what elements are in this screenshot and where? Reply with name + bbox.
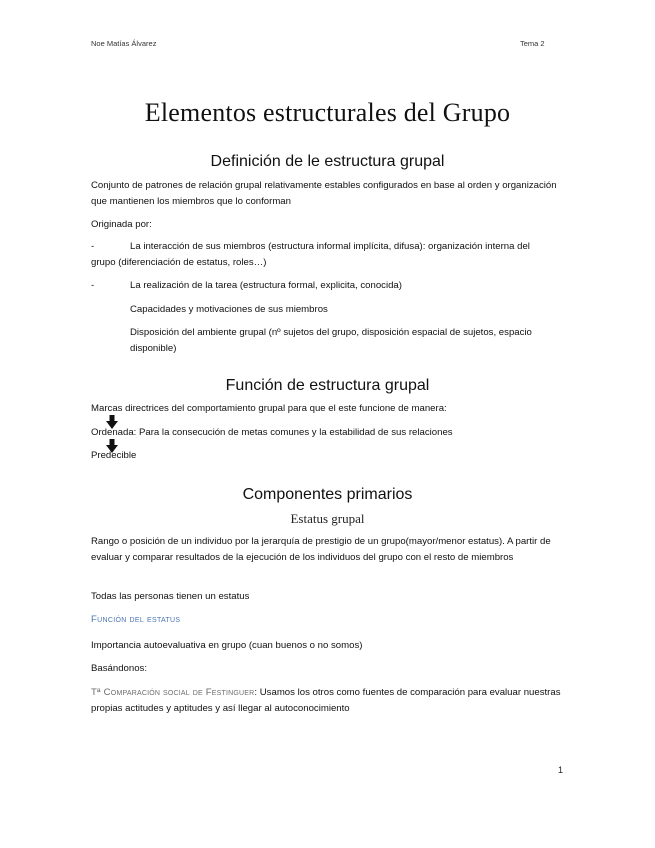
- section-heading-definition: Definición de le estructura grupal: [210, 153, 445, 170]
- function-line-directives: Marcas directrices del comportamiento grupal para que el este funcione de manera:: [91, 403, 447, 414]
- list-dash: -: [91, 280, 95, 291]
- list-dash: -: [91, 241, 95, 252]
- function-line-ordered: Ordenada: Para la consecución de metas comunes y la estabilidad de sus relaciones: [91, 427, 453, 438]
- festinger-theory-paragraph: [91, 685, 563, 717]
- page-title: Elementos estructurales del Grupo: [144, 98, 511, 127]
- list-item-task: La realización de la tarea (estructura formal, explicita, conocida): [130, 280, 402, 291]
- list-item-environment: Disposición del ambiente grupal (nº sujetos del grupo, disposición espacial de sujetos, espacio disponible): [130, 327, 532, 354]
- origin-label: Originada por:: [91, 219, 152, 230]
- list-item-interaction-continued: grupo (diferenciación de estatus, roles…): [91, 257, 267, 268]
- header-topic: Tema 2: [520, 39, 545, 48]
- festinger-theory-label: Tª Comparación social de Festinguer: [91, 687, 255, 698]
- based-on-label: Basándonos:: [91, 663, 148, 674]
- section-heading-components: Componentes primarios: [242, 486, 413, 503]
- festinger-theory-text: : Usamos los otros como fuentes de comparación para evaluar nuestras propias actitudes y aptitudes y así llegar al autoconocimiento: [91, 687, 561, 714]
- page-number: 1: [558, 765, 564, 775]
- section-heading-function: Función de estructura grupal: [225, 377, 430, 394]
- function-line-predictable: Predecible: [91, 450, 137, 461]
- list-item-interaction: La interacción de sus miembros (estructura informal implícita, difusa): organización interna del: [130, 241, 530, 252]
- status-importance: Importancia autoevaluativa en grupo (cuan buenos o no somos): [91, 640, 363, 651]
- status-all-people: Todas las personas tienen un estatus: [91, 591, 250, 602]
- status-definition-paragraph: Rango o posición de un individuo por la jerarquía de prestigio de un grupo(mayor/menor estatus). A partir de evaluar y comparar resultados de la ejecución de los individuos del grupo con el resto de miembros: [91, 536, 551, 563]
- status-function-heading: Función del estatus: [91, 614, 181, 625]
- subheading-status: Estatus grupal: [290, 511, 365, 526]
- header-author: Noe Matías Álvarez: [91, 39, 157, 48]
- definition-paragraph: Conjunto de patrones de relación grupal relativamente estables configurados en base al orden y organización que mantienen los miembros que lo conforman: [91, 180, 557, 207]
- list-item-capacities: Capacidades y motivaciones de sus miembros: [130, 304, 328, 315]
